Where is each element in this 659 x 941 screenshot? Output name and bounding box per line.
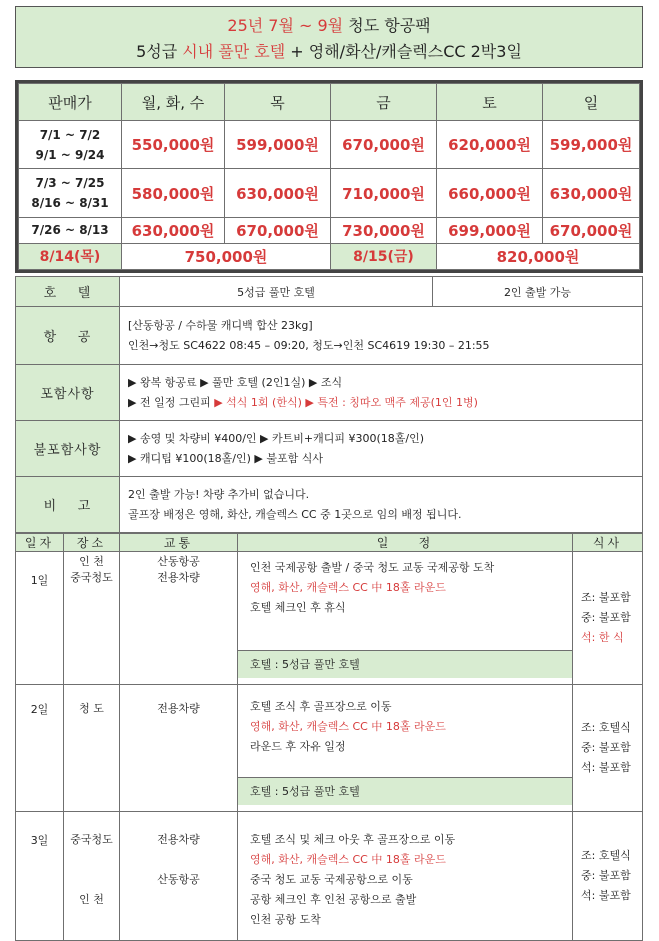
- meal-line: 조: 불포함: [581, 591, 631, 604]
- price-cell: 670,000원: [543, 217, 640, 243]
- excluded-line: ▶ 송영 및 차량비 ¥400/인 ▶ 카트비+캐디피 ¥300(18홀/인): [128, 431, 424, 445]
- air-label: 항 공: [16, 307, 120, 365]
- price-header: 일: [543, 84, 640, 121]
- day-meals: [573, 552, 643, 685]
- itinerary-golf-line: 영해, 화산, 캐슬렉스 CC 中 18홀 라운드: [250, 581, 446, 594]
- note-label: 비 고: [16, 477, 120, 533]
- price-cell: 550,000원: [122, 121, 225, 169]
- included-row: [16, 365, 643, 421]
- included-extras: ▶ 석식 1회 (한식) ▶ 특전 : 칭따오 맥주 제공(1인 1병): [214, 395, 478, 409]
- transport-line: 산동항공: [157, 873, 200, 886]
- price-row: [19, 217, 640, 243]
- special-price-1: 750,000원: [122, 243, 331, 269]
- day-itinerary: [238, 812, 573, 941]
- schedule-day-row: [16, 812, 643, 941]
- price-row: [19, 121, 640, 169]
- hotel-note: 2인 출발 가능: [433, 277, 643, 307]
- note-line: 2인 출발 가능! 차량 추가비 없습니다.: [128, 487, 310, 501]
- day-location: [64, 552, 120, 685]
- note-info: [120, 477, 643, 533]
- itinerary-golf-line: 영해, 화산, 캐슬렉스 CC 中 18홀 라운드: [250, 720, 446, 733]
- price-header: 월, 화, 수: [122, 84, 225, 121]
- meal-line: 석: 불포함: [581, 889, 631, 902]
- itinerary-line: 호텔 체크인 후 휴식: [250, 601, 346, 614]
- itinerary-line: 중국 청도 교동 국제공항으로 이동: [250, 873, 413, 886]
- price-cell: 699,000원: [437, 217, 543, 243]
- price-cell: 620,000원: [437, 121, 543, 169]
- price-period: [19, 121, 122, 169]
- title-courses: + 영해/화산/캐슬렉스CC 2박3일: [285, 42, 522, 61]
- excluded-line: ▶ 캐디팁 ¥100(18홀/인) ▶ 불포함 식사: [128, 451, 323, 465]
- meal-line: 중: 불포함: [581, 869, 631, 882]
- itinerary-lines: [238, 552, 572, 650]
- day-transport: [120, 812, 238, 941]
- schedule-header: 일 정: [238, 534, 573, 552]
- included-label: 포함사항: [16, 365, 120, 421]
- info-table: [15, 276, 643, 533]
- day-itinerary: [238, 685, 573, 812]
- title-banner: [15, 6, 643, 68]
- schedule-day-row: [16, 552, 643, 685]
- included-line: [128, 393, 642, 413]
- day-label: 2일: [16, 685, 64, 812]
- title-hotel: 시내 풀만 호텔: [182, 42, 286, 61]
- special-date-2: 8/15(금): [331, 243, 437, 269]
- day-transport: 전용차량: [120, 685, 238, 812]
- price-cell: 670,000원: [331, 121, 437, 169]
- excluded-row: [16, 421, 643, 477]
- special-price-row: [19, 243, 640, 269]
- day-location: 청 도: [64, 685, 120, 812]
- meal-line: 석: 불포함: [581, 761, 631, 774]
- location-line: 중국청도: [70, 833, 113, 846]
- transport-line: 전용차량: [157, 833, 200, 846]
- air-row: [16, 307, 643, 365]
- itinerary-hotel: 호텔 : 5성급 풀만 호텔: [238, 777, 572, 805]
- period-line: 7/3 ~ 7/25: [35, 176, 105, 191]
- title-product: 청도 항공팩: [343, 16, 431, 35]
- period-line: 8/16 ~ 8/31: [31, 196, 109, 211]
- itinerary-line: 라운드 후 자유 일정: [250, 740, 346, 753]
- title-grade: 5성급: [136, 42, 183, 61]
- day-meals: [573, 812, 643, 941]
- itinerary-lines: [238, 685, 572, 777]
- title-line-2: [16, 41, 642, 63]
- excluded-info: [120, 421, 643, 477]
- price-cell: 630,000원: [122, 217, 225, 243]
- schedule-header: 장소: [64, 534, 120, 552]
- air-info: [120, 307, 643, 365]
- period-line: 9/1 ~ 9/24: [35, 147, 105, 162]
- meal-line: 조: 호텔식: [581, 721, 631, 734]
- price-cell: 599,000원: [225, 121, 331, 169]
- day-transport: [120, 552, 238, 685]
- included-line: ▶ 왕복 항공료 ▶ 풀만 호텔 (2인1실) ▶ 조식: [128, 375, 343, 389]
- itinerary-line: 호텔 조식 후 골프장으로 이동: [250, 700, 392, 713]
- price-header: 판매가: [19, 84, 122, 121]
- meal-line: 석: 한 식: [581, 631, 624, 644]
- excluded-label: 불포함사항: [16, 421, 120, 477]
- price-header: 토: [437, 84, 543, 121]
- included-green-fee: ▶ 전 일정 그린피: [128, 395, 215, 409]
- schedule-day-row: [16, 685, 643, 812]
- meal-line: 중: 불포함: [581, 611, 631, 624]
- period-line: 7/1 ~ 7/2: [39, 127, 101, 142]
- day-itinerary: [238, 552, 573, 685]
- price-cell: 670,000원: [225, 217, 331, 243]
- title-line-1: [16, 15, 642, 37]
- price-cell: 599,000원: [543, 121, 640, 169]
- price-period: [19, 169, 122, 217]
- schedule-header: 교통: [120, 534, 238, 552]
- included-info: [120, 365, 643, 421]
- price-table: [15, 80, 643, 273]
- price-cell: 630,000원: [543, 169, 640, 217]
- note-row: [16, 477, 643, 533]
- price-cell: 710,000원: [331, 169, 437, 217]
- day-meals: [573, 685, 643, 812]
- price-row: [19, 169, 640, 217]
- price-cell: 630,000원: [225, 169, 331, 217]
- day-label: 3일: [16, 812, 64, 941]
- price-header: 금: [331, 84, 437, 121]
- note-line: 골프장 배정은 영해, 화산, 캐슬렉스 CC 중 1곳으로 임의 배정 됩니다.: [128, 507, 462, 521]
- special-price-2: 820,000원: [437, 243, 640, 269]
- transport-line: 전용차량: [157, 571, 200, 584]
- schedule-header: 일자: [16, 534, 64, 552]
- hotel-row: [16, 277, 643, 307]
- price-cell: 580,000원: [122, 169, 225, 217]
- location-line: 인 천: [79, 555, 104, 568]
- itinerary-golf-line: 영해, 화산, 캐슬렉스 CC 中 18홀 라운드: [250, 853, 446, 866]
- hotel-name: 5성급 풀만 호텔: [120, 277, 433, 307]
- itinerary-line: 공항 체크인 후 인천 공항으로 출발: [250, 893, 417, 906]
- itinerary-line: 인천 공항 도착: [250, 913, 321, 926]
- meal-line: 조: 호텔식: [581, 849, 631, 862]
- meal-line: 중: 불포함: [581, 741, 631, 754]
- itinerary-line: 호텔 조식 및 체크 아웃 후 골프장으로 이동: [250, 833, 456, 846]
- itinerary-line: 인천 국제공항 출발 / 중국 청도 교동 국제공항 도착: [250, 561, 495, 574]
- day-location: [64, 812, 120, 941]
- title-period: 25년 7월 ~ 9월: [227, 16, 344, 35]
- air-line: [산동항공 / 수하물 캐디백 합산 23kg]: [128, 318, 313, 332]
- schedule-header: 식사: [573, 534, 643, 552]
- location-line: 중국청도: [70, 571, 113, 584]
- hotel-label: 호 텔: [16, 277, 120, 307]
- itinerary-hotel: 호텔 : 5성급 풀만 호텔: [238, 650, 572, 678]
- price-cell: 730,000원: [331, 217, 437, 243]
- day-label: 1일: [16, 552, 64, 685]
- transport-line: 산동항공: [157, 555, 200, 568]
- special-date-1: 8/14(목): [19, 243, 122, 269]
- price-header: 목: [225, 84, 331, 121]
- schedule-table: [15, 533, 643, 941]
- air-line: 인천→청도 SC4622 08:45 – 09:20, 청도→인천 SC4619 19:30 – 21:55: [128, 338, 490, 352]
- price-period: 7/26 ~ 8/13: [19, 217, 122, 243]
- schedule-header-row: [16, 534, 643, 552]
- location-line: 인 천: [79, 893, 104, 906]
- price-cell: 660,000원: [437, 169, 543, 217]
- price-header-row: [19, 84, 640, 121]
